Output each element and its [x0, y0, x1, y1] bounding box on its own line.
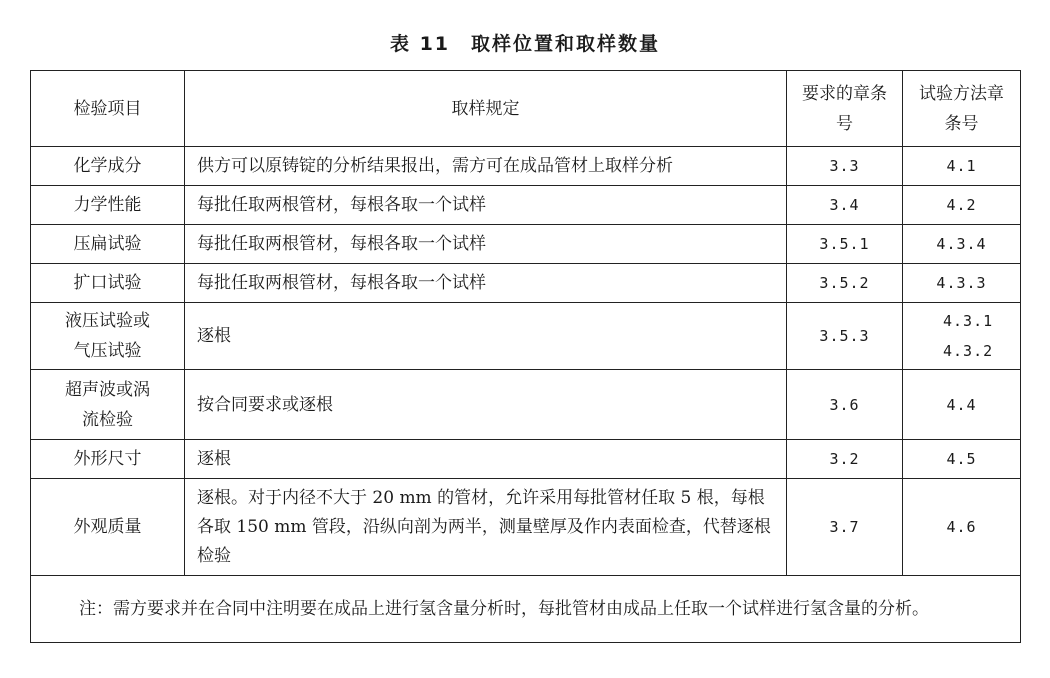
table-row — [31, 479, 1021, 576]
table-note: 注：需方要求并在合同中注明要在成品上进行氢含量分析时，每批管材由成品上任取一个试样进行氢含量的分析。 — [79, 599, 929, 619]
note-row — [31, 576, 1021, 643]
table-title: 表 11 取样位置和取样数量 — [389, 33, 661, 55]
table-row — [31, 147, 1021, 186]
row-method-clause: 4.4 — [903, 370, 1021, 440]
row-req-clause: 3.5.2 — [787, 264, 903, 303]
row-item: 扩口试验 — [31, 264, 185, 303]
header-row — [31, 71, 1021, 147]
note-cell — [31, 576, 1021, 643]
row-req-clause: 3.5.3 — [787, 303, 903, 370]
row-item: 力学性能 — [31, 186, 185, 225]
row-method-clause: 4.2 — [903, 186, 1021, 225]
table-row — [31, 303, 1021, 370]
table-row — [31, 370, 1021, 440]
row-item: 超声波或涡流检验 — [31, 370, 185, 440]
header-rule: 取样规定 — [185, 71, 787, 147]
header-req-clause: 要求的章条号 — [787, 71, 903, 147]
row-method-clause: 4.3.3 — [903, 264, 1021, 303]
sampling-table — [30, 70, 1021, 643]
row-method-clause: 4.5 — [903, 440, 1021, 479]
row-item: 压扁试验 — [31, 225, 185, 264]
row-rule: 按合同要求或逐根 — [185, 370, 787, 440]
row-req-clause: 3.2 — [787, 440, 903, 479]
row-rule: 逐根 — [185, 303, 787, 370]
row-req-clause: 3.3 — [787, 147, 903, 186]
table-row — [31, 440, 1021, 479]
header-item: 检验项目 — [31, 71, 185, 147]
row-method-clause: 4.1 — [903, 147, 1021, 186]
row-rule: 每批任取两根管材，每根各取一个试样 — [185, 186, 787, 225]
row-rule: 逐根 — [185, 440, 787, 479]
row-item: 外观质量 — [31, 479, 185, 576]
row-method-clause: 4.6 — [903, 479, 1021, 576]
row-rule: 每批任取两根管材，每根各取一个试样 — [185, 264, 787, 303]
header-method-clause: 试验方法章条号 — [903, 71, 1021, 147]
row-item: 化学成分 — [31, 147, 185, 186]
row-rule: 每批任取两根管材，每根各取一个试样 — [185, 225, 787, 264]
row-method-clause: 4.3.4 — [903, 225, 1021, 264]
row-req-clause: 3.4 — [787, 186, 903, 225]
row-rule: 逐根。对于内径不大于 20 mm 的管材，允许采用每批管材任取 5 根，每根各取 150 mm 管段，沿纵向剖为两半，测量壁厚及作内表面检查，代替逐根检验 — [185, 479, 787, 576]
row-req-clause: 3.7 — [787, 479, 903, 576]
row-method-clause: 4.3.1 4.3.2 — [903, 303, 1021, 370]
row-item: 液压试验或气压试验 — [31, 303, 185, 370]
row-item: 外形尺寸 — [31, 440, 185, 479]
table-row — [31, 264, 1021, 303]
table-row — [31, 225, 1021, 264]
row-req-clause: 3.6 — [787, 370, 903, 440]
row-rule: 供方可以原铸锭的分析结果报出，需方可在成品管材上取样分析 — [185, 147, 787, 186]
row-req-clause: 3.5.1 — [787, 225, 903, 264]
table-row — [31, 186, 1021, 225]
